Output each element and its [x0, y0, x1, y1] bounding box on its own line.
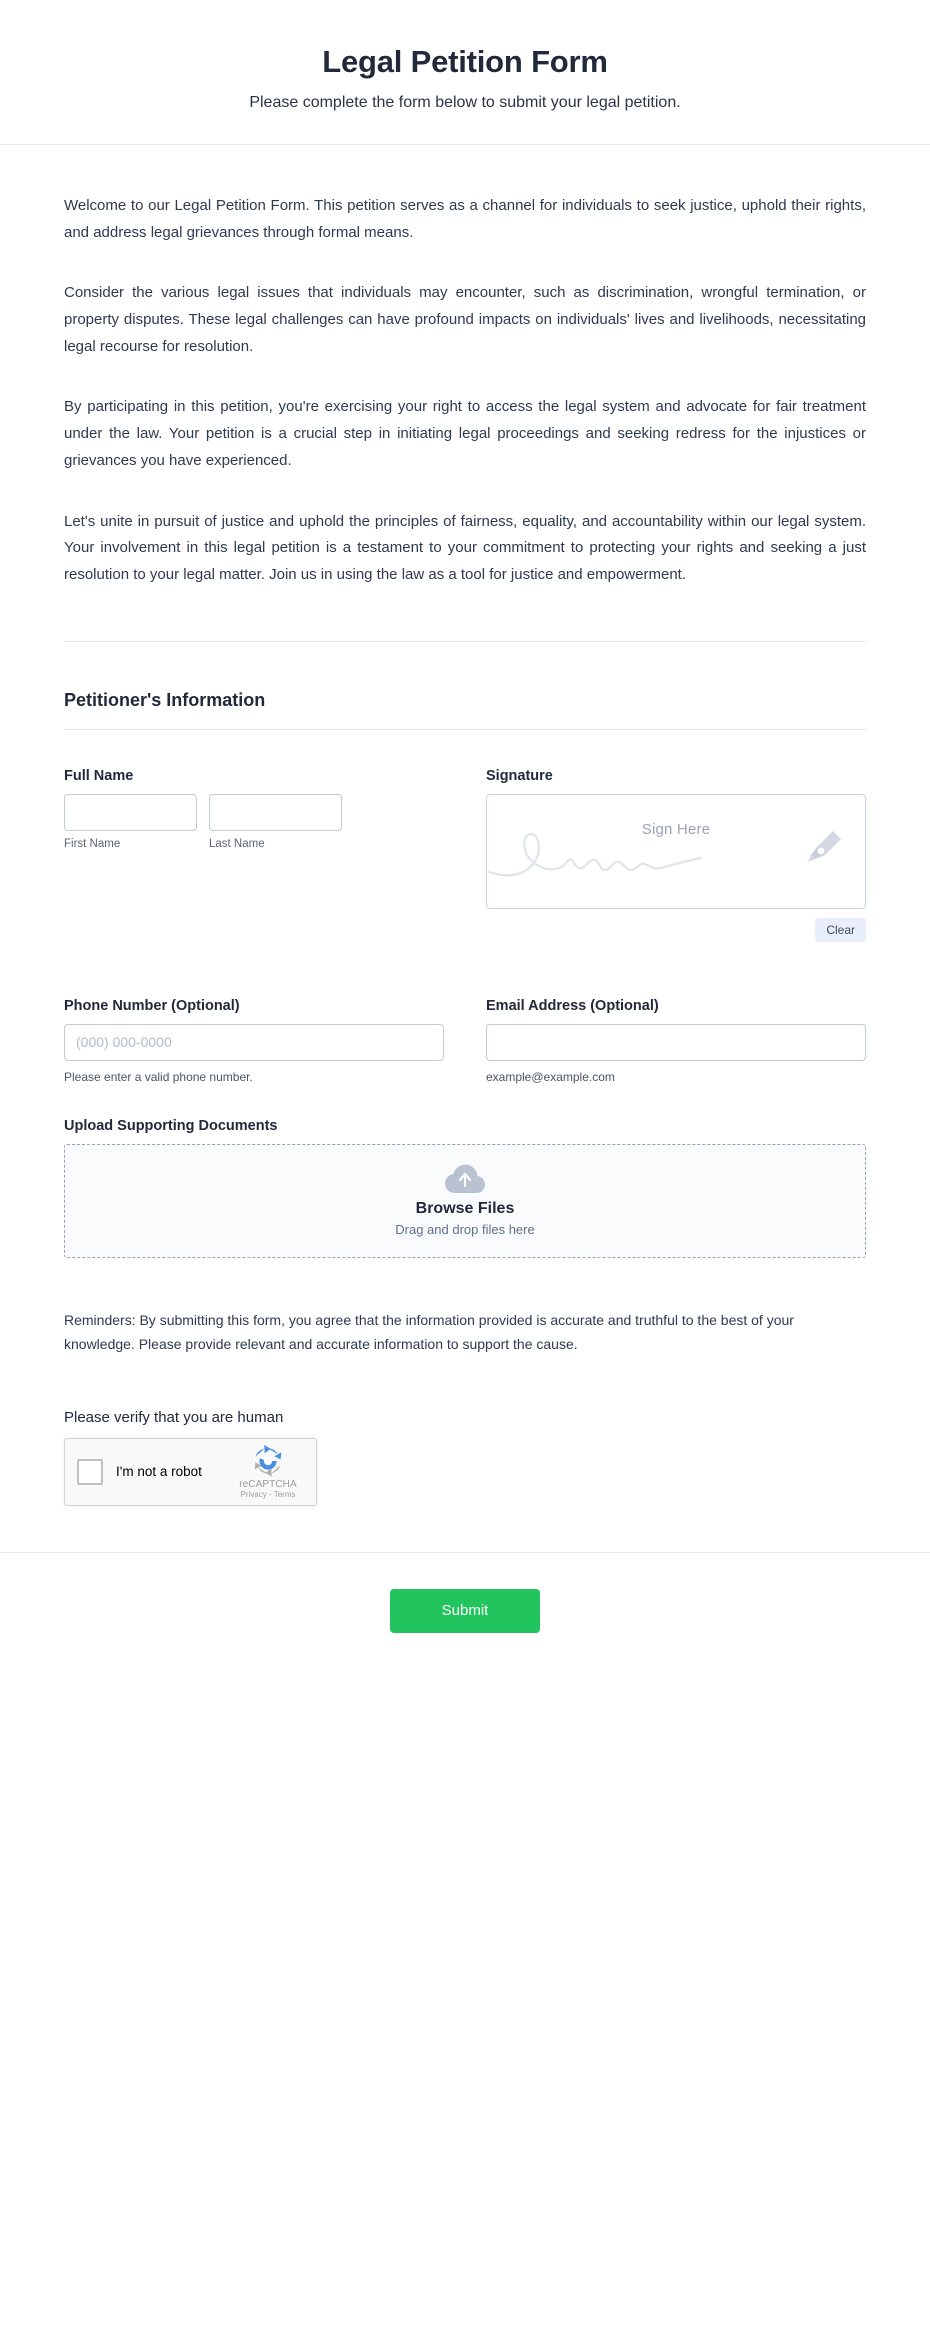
section-heading: Petitioner's Information	[64, 689, 266, 710]
captcha-label: Please verify that you are human	[64, 1408, 284, 1426]
first-name-cell	[64, 794, 197, 850]
sign-here-text: Sign Here	[641, 820, 711, 838]
intro-paragraph-4: Let's unite in pursuit of justice and uphold the principles of fairness, equality, and accountability within our legal system. Your involvement in this legal petition is a testament to your commitment to protecting your rights and seeking a just resolution to your legal matter. Join us in using the law as a tool for justice and empowerment.	[64, 512, 866, 583]
signature-pad[interactable]	[486, 794, 866, 909]
recaptcha-branding	[232, 1445, 304, 1499]
intro-paragraph-2: Consider the various legal issues that individuals may encounter, such as discrimination, wrongful termination, or property disputes. These legal challenges can have profound impacts on individuals' lives and livelihoods, necessitating legal recourse for resolution.	[64, 284, 866, 355]
recaptcha-privacy-terms[interactable]: Privacy - Terms	[240, 1489, 296, 1499]
phone-input[interactable]	[64, 1024, 444, 1061]
signature-field-group	[486, 768, 866, 942]
email-input[interactable]	[486, 1024, 866, 1061]
signature-footer	[486, 918, 866, 942]
email-hint: example@example.com	[486, 1069, 615, 1084]
file-dropzone[interactable]	[64, 1144, 866, 1258]
captcha-block	[64, 1409, 866, 1506]
pen-nib-icon	[803, 829, 843, 869]
phone-field-group	[64, 998, 444, 1084]
intro-text-block	[64, 145, 866, 589]
last-name-cell	[209, 794, 342, 850]
intro-paragraph-1: Welcome to our Legal Petition Form. This petition serves as a channel for individuals to seek justice, uphold their rights, and address legal grievances through formal means.	[64, 197, 866, 241]
cloud-upload-icon	[444, 1164, 486, 1194]
recaptcha-logo-icon	[232, 1445, 304, 1477]
submit-button[interactable]: Submit	[390, 1589, 540, 1633]
name-input-pair	[64, 794, 444, 850]
page-title: Legal Petition Form	[322, 44, 608, 79]
recaptcha-brand-name: reCAPTCHA	[239, 1478, 297, 1490]
full-name-field-group	[64, 768, 444, 942]
reminders-text: Reminders: By submitting this form, you agree that the information provided is accurate and truthful to the best of your knowledge. Please provide relevant and accurate information to support the cause.	[64, 1311, 794, 1353]
intro-divider	[64, 641, 866, 642]
page-subtitle: Please complete the form below to submit your legal petition.	[249, 94, 681, 111]
signature-squiggle-icon	[487, 814, 743, 892]
signature-label: Signature	[486, 767, 553, 784]
email-field-group	[486, 998, 866, 1084]
phone-label: Phone Number (Optional)	[64, 997, 240, 1014]
last-name-sublabel: Last Name	[209, 837, 265, 850]
form-row-phone-email	[64, 998, 866, 1084]
browse-files-label: Browse Files	[415, 1200, 515, 1218]
petitioner-information-section	[64, 690, 866, 1506]
upload-field-group	[64, 1118, 866, 1258]
upload-label: Upload Supporting Documents	[64, 1117, 278, 1134]
phone-hint: Please enter a valid phone number.	[64, 1069, 253, 1084]
first-name-input[interactable]	[64, 794, 197, 831]
recaptcha-widget[interactable]	[64, 1438, 317, 1506]
form-footer	[0, 1552, 930, 1679]
signature-wrapper	[486, 794, 866, 942]
drag-drop-hint: Drag and drop files here	[395, 1222, 535, 1238]
section-heading-rule	[64, 729, 866, 730]
form-header	[0, 0, 930, 145]
recaptcha-checkbox[interactable]	[77, 1459, 103, 1485]
recaptcha-checkbox-label: I'm not a robot	[116, 1464, 202, 1480]
form-body	[0, 145, 930, 1506]
last-name-input[interactable]	[209, 794, 342, 831]
full-name-label: Full Name	[64, 767, 134, 784]
intro-paragraph-3: By participating in this petition, you're exercising your right to access the legal system and advocate for fair treatment under the law. Your petition is a crucial step in initiating legal proceedings and seeking redress for the injustices or grievances you have experienced.	[64, 398, 866, 469]
first-name-sublabel: First Name	[64, 837, 121, 850]
email-label: Email Address (Optional)	[486, 997, 659, 1014]
clear-signature-button[interactable]: Clear	[815, 918, 866, 942]
form-row-name-signature	[64, 768, 866, 942]
